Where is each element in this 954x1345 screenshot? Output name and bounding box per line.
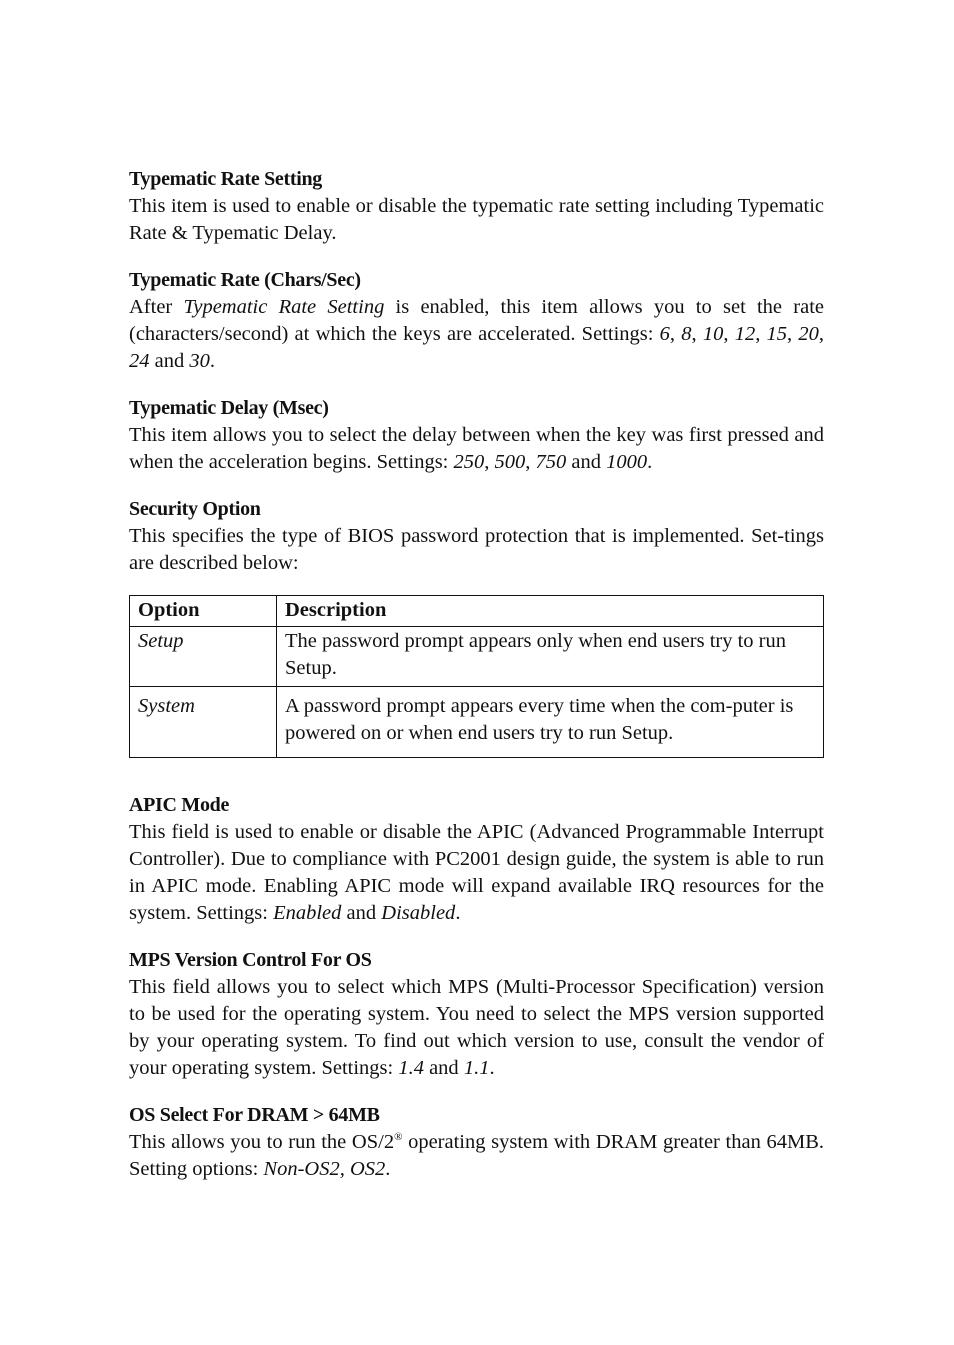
section-body: This item is used to enable or disable the typematic rate setting including Typematic Rate & Typematic Delay. [129, 195, 824, 244]
setting-value: 10 [702, 323, 724, 345]
setting-value: 15 [766, 323, 788, 345]
setting-value: 1000 [606, 451, 648, 473]
body-text: This item allows you to select the delay between when the key was first pressed and when the acceleration begins. Settings: [129, 424, 824, 473]
description-cell: The password prompt appears only when end users try to run Setup. [277, 627, 824, 687]
section-heading: OS Select For DRAM > 64MB [129, 1104, 380, 1126]
conjunction: and [346, 902, 377, 924]
setting-value: Enabled [273, 902, 342, 924]
setting-value: 30 [189, 350, 210, 372]
section-heading: Security Option [129, 498, 261, 520]
section-os-select [129, 1102, 824, 1183]
section-heading: Typematic Rate Setting [129, 168, 322, 190]
option-cell [130, 687, 277, 758]
table-header-row [130, 596, 824, 627]
manual-page [129, 166, 824, 1183]
table-row [130, 627, 824, 687]
conjunction: and [429, 1057, 459, 1079]
registered-mark: ® [394, 1131, 403, 1143]
section-body [129, 974, 824, 1082]
section-typematic-delay [129, 395, 824, 476]
setting-value: 1.1 [463, 1057, 490, 1079]
setting-value: 1.4 [398, 1057, 424, 1079]
option-cell [130, 627, 277, 687]
column-header-description: Description [277, 596, 824, 627]
conjunction: and [571, 451, 601, 473]
separator: . [385, 1158, 391, 1180]
body-text: is enabled, this item allows you to set the rate (characters/second) at which the keys are accelerated. Settings: [129, 296, 824, 345]
body-text: This field allows you to select which MPS (Multi-Processor Specification) version to be used for the operating system. You need to select the MPS version supported by your operating system. To find out which version to use, consult the vendor of your operating system. Settings: [129, 976, 824, 1079]
setting-value: 20 [798, 323, 819, 345]
security-option-table [129, 595, 824, 758]
section-typematic-rate-setting [129, 166, 824, 247]
body-text: operating system with DRAM greater than 64MB. Setting options: [129, 1131, 824, 1180]
separator: . [209, 350, 215, 372]
setting-value: 24 [129, 350, 150, 372]
section-security-option [129, 496, 824, 758]
section-body [129, 1129, 824, 1183]
description-cell: A password prompt appears every time when the com-puter is powered on or when end users try to run Setup. [277, 687, 824, 758]
setting-value: 12 [734, 323, 756, 345]
separator: . [647, 451, 653, 473]
setting-value: Disabled [381, 902, 456, 924]
section-heading: Typematic Rate (Chars/Sec) [129, 269, 361, 291]
separator: , [525, 451, 531, 473]
body-text: This allows you to run the OS/2 [129, 1131, 395, 1153]
section-body: This specifies the type of BIOS password protection that is implemented. Set-tings are described below: [129, 525, 824, 574]
table-row [130, 687, 824, 758]
option-value: Setup [138, 630, 184, 652]
section-heading: Typematic Delay (Msec) [129, 397, 329, 419]
section-typematic-rate [129, 267, 824, 375]
setting-name: Typematic Rate Setting [183, 296, 385, 318]
section-body [129, 819, 824, 927]
column-header-option: Option [130, 596, 277, 627]
section-body [129, 422, 824, 476]
setting-value: 500 [494, 451, 526, 473]
separator: , [723, 323, 729, 345]
section-apic-mode [129, 792, 824, 927]
section-heading: MPS Version Control For OS [129, 949, 372, 971]
separator: , [669, 323, 676, 345]
option-value: System [138, 695, 195, 717]
separator: , [755, 323, 761, 345]
setting-value: 6 [659, 323, 670, 345]
setting-value: Non-OS2, OS2 [263, 1158, 386, 1180]
separator: , [691, 323, 697, 345]
separator: , [787, 323, 793, 345]
section-body [129, 294, 824, 375]
section-mps-version [129, 947, 824, 1082]
separator: . [489, 1057, 495, 1079]
setting-value: 8 [681, 323, 692, 345]
body-text: After [129, 296, 184, 318]
separator: . [455, 902, 461, 924]
setting-value: 750 [535, 451, 567, 473]
setting-value: 250 [453, 451, 485, 473]
conjunction: and [154, 350, 185, 372]
body-text: This field is used to enable or disable the APIC (Advanced Programmable Interrupt Controller). Due to compliance with PC2001 design guide, the system is able to run in APIC mode. Enabling APIC mode will expand available IRQ resources for the system. Settings: [129, 821, 824, 924]
separator: , [818, 323, 825, 345]
separator: , [484, 451, 490, 473]
section-heading: APIC Mode [129, 794, 230, 816]
